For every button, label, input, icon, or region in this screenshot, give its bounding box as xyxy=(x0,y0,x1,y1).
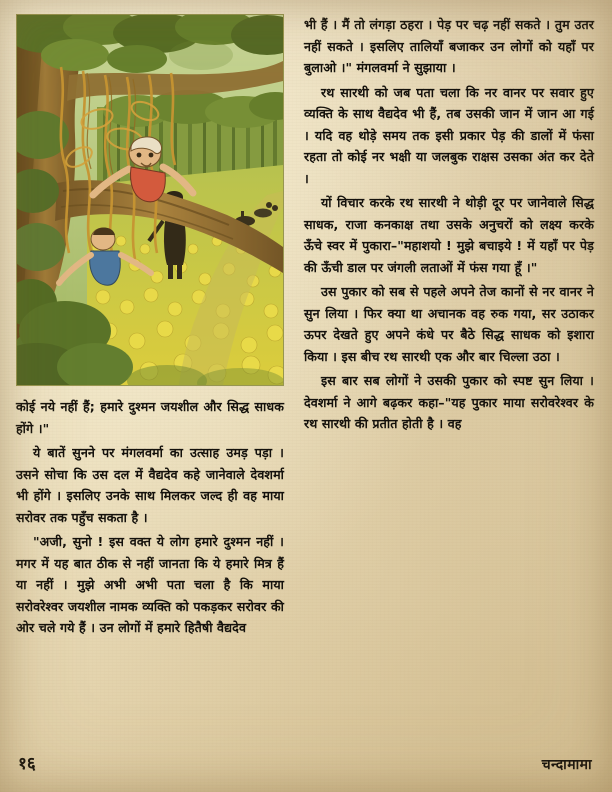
paragraph: ये बातें सुनने पर मंगलवर्मा का उत्साह उमड़ पड़ा । उसने सोचा कि उस दल में वैद्यदेव कहे जानेवाले देवशर्मा भी होंगे । इसलिए उनके साथ मिलकर जल्द ही वह माया सरोवर तक पहुँच सकता है । xyxy=(16,445,284,525)
paragraph: भी हैं । मैं तो लंगड़ा ठहरा । पेड़ पर चढ़ नहीं सकते । तुम उतर नहीं सकते । इसलिए तालियाँ बजाकर उन लोगों को यहाँ पर बुलाओ ।" मंगलवर्मा ने सुझाया । xyxy=(304,17,594,75)
left-column-text xyxy=(16,396,284,639)
illustration-artwork xyxy=(17,15,283,385)
illustration xyxy=(16,14,284,386)
magazine-title: चन्दामामा xyxy=(541,757,592,773)
paragraph: उस पुकार को सब से पहले अपने तेज कानों से नर वानर ने सुन लिया । फिर क्या था अचानक वह रुक गया, सर उठाकर ऊपर देखते हुए अपने कंधे पर बैठे सिद्ध साधक को इशारा किया । इस बीच रथ सारथी एक और बार चिल्ला उठा । xyxy=(304,284,594,364)
paragraph: इस बार सब लोगों ने उसकी पुकार को स्पष्ट सुन लिया । देवशर्मा ने आगे बढ़कर कहा–"यह पुकार माया सरोवरेश्वर के रथ सारथी की प्रतीत होती है । वह xyxy=(304,373,594,431)
page-number: १६ xyxy=(18,754,36,774)
left-column xyxy=(16,14,284,639)
right-column xyxy=(304,14,594,435)
page-footer xyxy=(0,750,612,774)
paragraph: रथ सारथी को जब पता चला कि नर वानर पर सवार हुए व्यक्ति के साथ वैद्यदेव भी हैं, तब उसकी जान में जान आ गई । यदि वह थोड़े समय तक इसी प्रकार पेड़ की डालों में फंसा रहता तो कोई नर भक्षी या जलबुक राक्षस उसका अंत कर देते । xyxy=(304,84,594,186)
paragraph: "अजी, सुनो ! इस वक्त ये लोग हमारे दुश्मन नहीं । मगर में यह बात ठीक से नहीं जानता कि ये हमारे मित्र हैं या नहीं । मुझे अभी अभी पता चला है कि माया सरोवरेश्वर जयशील नामक व्यक्ति को पकड़कर सरोवर की ओर चले गये हैं । उन लोगों में हमारे हितैषी वैद्यदेव xyxy=(16,534,284,635)
paragraph: कोई नये नहीं हैं; हमारे दुश्मन जयशील और सिद्ध साधक होंगे ।" xyxy=(16,399,284,436)
paragraph: यों विचार करके रथ सारथी ने थोड़ी दूर पर जानेवाले सिद्ध साधक, राजा कनकाक्ष तथा उसके अनुचरों को लक्ष्य करके ऊँचे स्वर में पुकारा–"महाशयो ! मुझे बचाइये ! में यहाँ पर पेड़ की ऊँची डाल पर जंगली लताओं में फंस गया हूँ ।" xyxy=(304,195,594,275)
